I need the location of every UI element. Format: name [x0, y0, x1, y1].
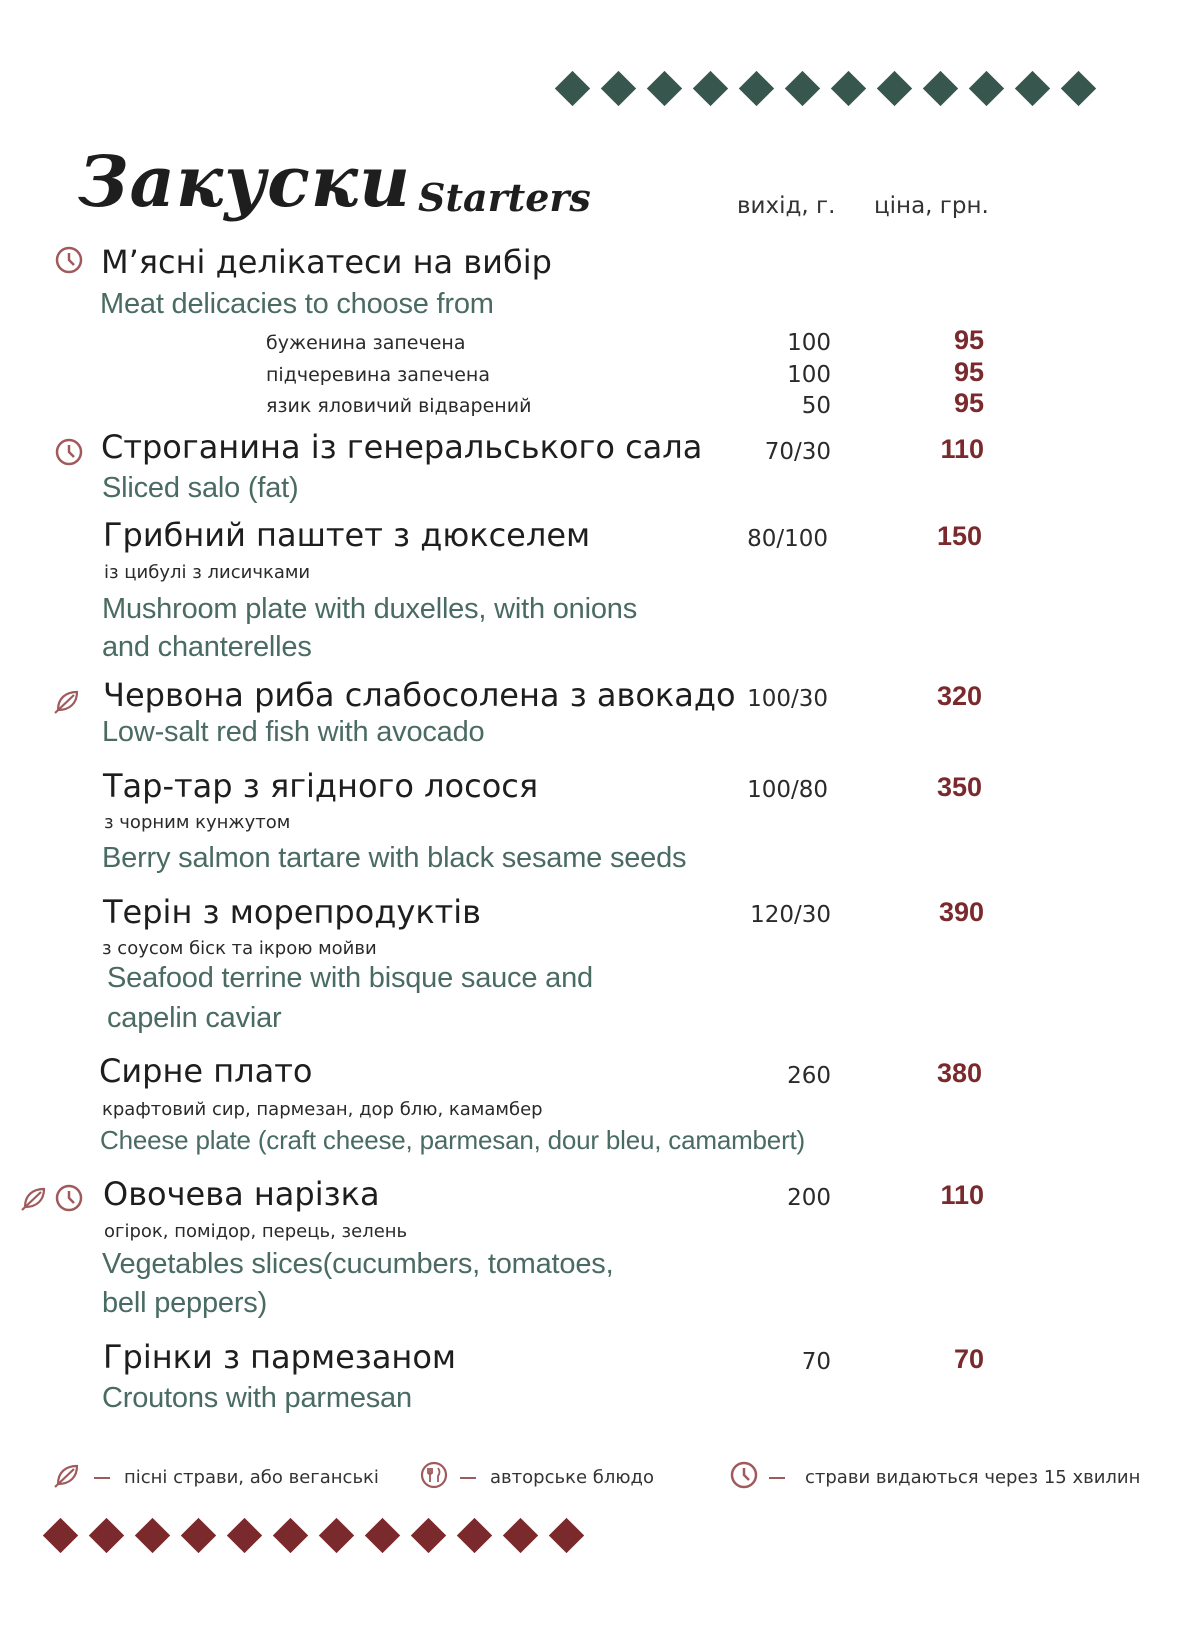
page-title-english: Starters: [418, 175, 591, 220]
item-name: Червона риба слабосолена з авокадо: [103, 676, 736, 714]
item-weight: 70: [801, 1349, 831, 1375]
clock-icon: [54, 437, 84, 467]
top-diamond-row: [560, 76, 1112, 101]
item-weight: 200: [787, 1185, 831, 1211]
price-column-header: ціна, грн.: [874, 193, 989, 219]
item-name-english: Vegetables slices(cucumbers, tomatoes,: [102, 1248, 614, 1280]
subitem-weight: 50: [801, 393, 831, 419]
item-price: 70: [953, 1344, 984, 1374]
item-price: 380: [936, 1058, 982, 1088]
legend-dash: [460, 1477, 476, 1479]
item-name-english: Berry salmon tartare with black sesame seeds: [102, 842, 687, 874]
item-weight: 260: [787, 1063, 831, 1089]
item-name-english: capelin caviar: [107, 1002, 282, 1034]
item-weight: 100/80: [747, 777, 828, 803]
item-name-english: Mushroom plate with duxelles, with onions: [102, 593, 638, 625]
chef-icon: [419, 1460, 449, 1490]
item-weight: 120/30: [750, 902, 831, 928]
legend-text-vegan: пісні страви, або веганські: [124, 1467, 379, 1488]
item-description: крафтовий сир, пармезан, дор блю, камамбер: [102, 1099, 543, 1120]
item-price: 150: [936, 521, 982, 551]
item-description: з чорним кунжутом: [104, 812, 291, 833]
page-title: Закуски: [78, 140, 411, 223]
item-name-english: Croutons with parmesan: [102, 1382, 412, 1414]
clock-icon: [54, 245, 84, 275]
clock-icon: [54, 1183, 84, 1213]
subitem-price: 95: [953, 325, 984, 355]
subitem-name: буженина запечена: [266, 332, 466, 354]
item-price: 390: [938, 897, 984, 927]
item-weight: 80/100: [747, 526, 828, 552]
item-name: Грінки з пармезаном: [103, 1338, 457, 1376]
bottom-diamond-row: [48, 1523, 600, 1548]
subitem-name: підчеревина запечена: [266, 364, 490, 386]
item-name-english: Seafood terrine with bisque sauce and: [107, 962, 593, 994]
item-name: Тар-тар з ягідного лосося: [103, 767, 539, 805]
item-description: із цибулі з лисичками: [104, 562, 311, 583]
legend-text-timing: страви видаються через 15 хвилин: [805, 1467, 1141, 1488]
legend-text-signature: авторське блюдо: [490, 1467, 654, 1488]
item-description: огірок, помідор, перець, зелень: [104, 1221, 408, 1242]
item-name: М’ясні делікатеси на вибір: [101, 243, 552, 281]
item-name-english: Low-salt red fish with avocado: [102, 716, 485, 748]
item-name: Терін з морепродуктів: [103, 893, 482, 931]
legend-dash: [94, 1477, 110, 1479]
item-price: 350: [936, 772, 982, 802]
item-price: 110: [940, 1180, 984, 1210]
item-weight: 70/30: [764, 439, 831, 465]
item-price: 320: [936, 681, 982, 711]
subitem-name: язик яловичий відварений: [266, 395, 532, 417]
item-name-english: Cheese plate (craft cheese, parmesan, dour bleu, camambert): [100, 1125, 806, 1155]
item-name: Овочева нарізка: [103, 1175, 380, 1213]
leaf-icon: [19, 1183, 49, 1213]
leaf-icon: [52, 686, 82, 716]
item-name-english: and chanterelles: [102, 631, 312, 663]
subitem-price: 95: [953, 357, 984, 387]
item-description: з соусом біск та ікрою мойви: [102, 938, 377, 959]
item-name: Грибний паштет з дюкселем: [103, 516, 591, 554]
leaf-icon: [52, 1460, 82, 1490]
item-name-english: Sliced salo (fat): [102, 472, 299, 504]
item-weight: 100/30: [747, 686, 828, 712]
legend-dash: [769, 1477, 785, 1479]
item-name: Строганина із генеральського сала: [101, 428, 703, 466]
item-price: 110: [940, 434, 984, 464]
subitem-price: 95: [953, 388, 984, 418]
item-name-english: Meat delicacies to choose from: [100, 288, 494, 320]
item-name: Сирне плато: [99, 1052, 313, 1090]
subitem-weight: 100: [787, 330, 831, 356]
weight-column-header: вихід, г.: [737, 193, 836, 219]
subitem-weight: 100: [787, 362, 831, 388]
clock-icon: [729, 1460, 759, 1490]
item-name-english: bell peppers): [102, 1287, 268, 1319]
